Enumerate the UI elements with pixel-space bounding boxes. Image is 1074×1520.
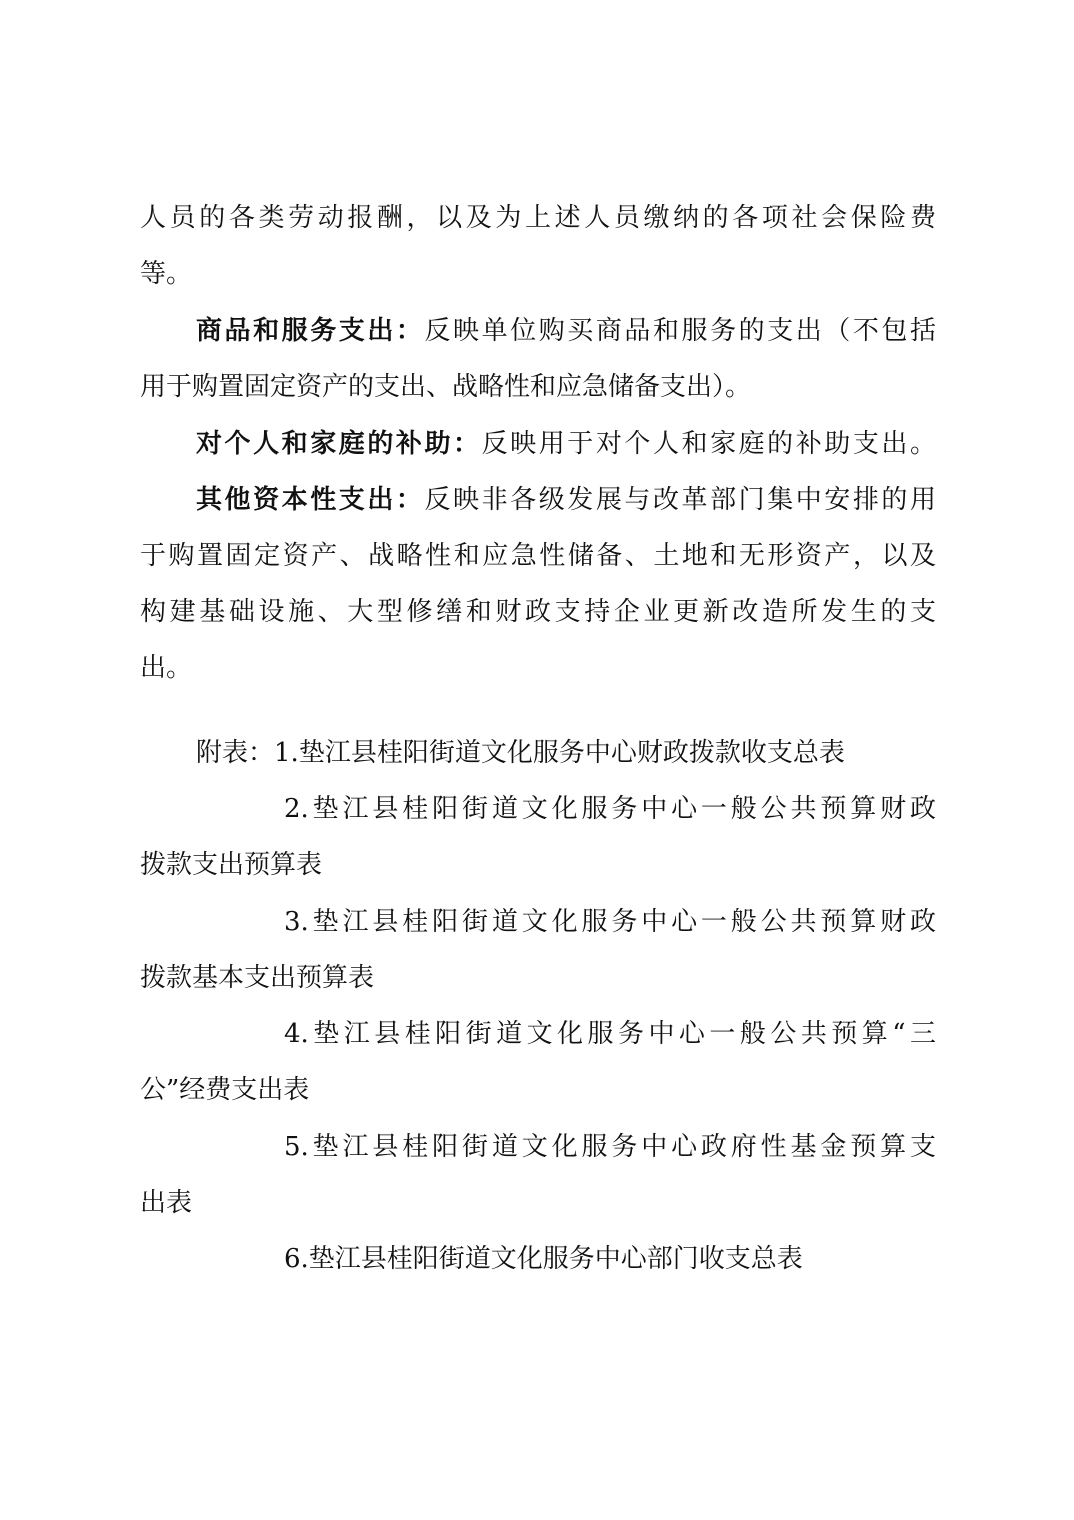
paragraph-text: 等。: [140, 259, 193, 289]
paragraph-line: [140, 584, 936, 640]
attachment-line: [284, 894, 936, 950]
paragraph-text: 人员的各类劳动报酬，以及为上述人员缴纳的各项社会保险费: [140, 203, 936, 233]
attachment-line: [284, 1119, 936, 1175]
term-heading: 其他资本性支出：: [196, 485, 425, 515]
paragraph-text: 反映非各级发展与改革部门集中安排的用: [424, 485, 936, 515]
attachment-line: [140, 837, 936, 893]
paragraph-text: 于购置固定资产、战略性和应急性储备、土地和无形资产，以及: [140, 541, 936, 571]
attachment-line: [196, 725, 936, 781]
paragraph-line: [196, 416, 936, 472]
attachment-line: [140, 1062, 936, 1118]
paragraph-text: 用于购置固定资产的支出、战略性和应急储备支出）。: [140, 372, 752, 402]
attachment-item: 拨款基本支出预算表: [140, 963, 375, 993]
attachment-line: [140, 950, 936, 1006]
attachment-item: 2.垫江县桂阳街道文化服务中心一般公共预算财政: [284, 794, 936, 824]
attachment-item: 出表: [140, 1188, 193, 1218]
attachment-item: 1.垫江县桂阳街道文化服务中心财政拨款收支总表: [274, 738, 845, 768]
attachment-item: 6.垫江县桂阳街道文化服务中心部门收支总表: [284, 1244, 803, 1274]
paragraph-line: [140, 640, 936, 696]
paragraph-text: 出。: [140, 653, 193, 683]
attachment-item: 5.垫江县桂阳街道文化服务中心政府性基金预算支: [284, 1132, 936, 1162]
term-heading: 对个人和家庭的补助：: [196, 429, 482, 459]
attachment-line: [140, 1175, 936, 1231]
paragraph-line: [196, 472, 936, 528]
paragraph-text: 构建基础设施、大型修缮和财政支持企业更新改造所发生的支: [140, 597, 936, 627]
attachment-item: 拨款支出预算表: [140, 850, 323, 880]
attachment-item: 3.垫江县桂阳街道文化服务中心一般公共预算财政: [284, 907, 936, 937]
attachment-line: [284, 1231, 936, 1287]
attachment-item: 公”经费支出表: [140, 1075, 310, 1105]
term-heading: 商品和服务支出：: [196, 316, 425, 346]
attachment-item: 4.垫江县桂阳街道文化服务中心一般公共预算“三: [284, 1019, 936, 1049]
paragraph-line: [196, 303, 936, 359]
paragraph-text: 反映用于对个人和家庭的补助支出。: [481, 429, 936, 459]
paragraph-line: [140, 190, 936, 246]
paragraph-text: 反映单位购买商品和服务的支出（不包括: [424, 316, 936, 346]
paragraph-line: [140, 246, 936, 302]
paragraph-line: [140, 359, 936, 415]
attachment-line: [284, 781, 936, 837]
attachment-line: [284, 1006, 936, 1062]
attachments-label: 附表：: [196, 738, 275, 768]
paragraph-line: [140, 528, 936, 584]
